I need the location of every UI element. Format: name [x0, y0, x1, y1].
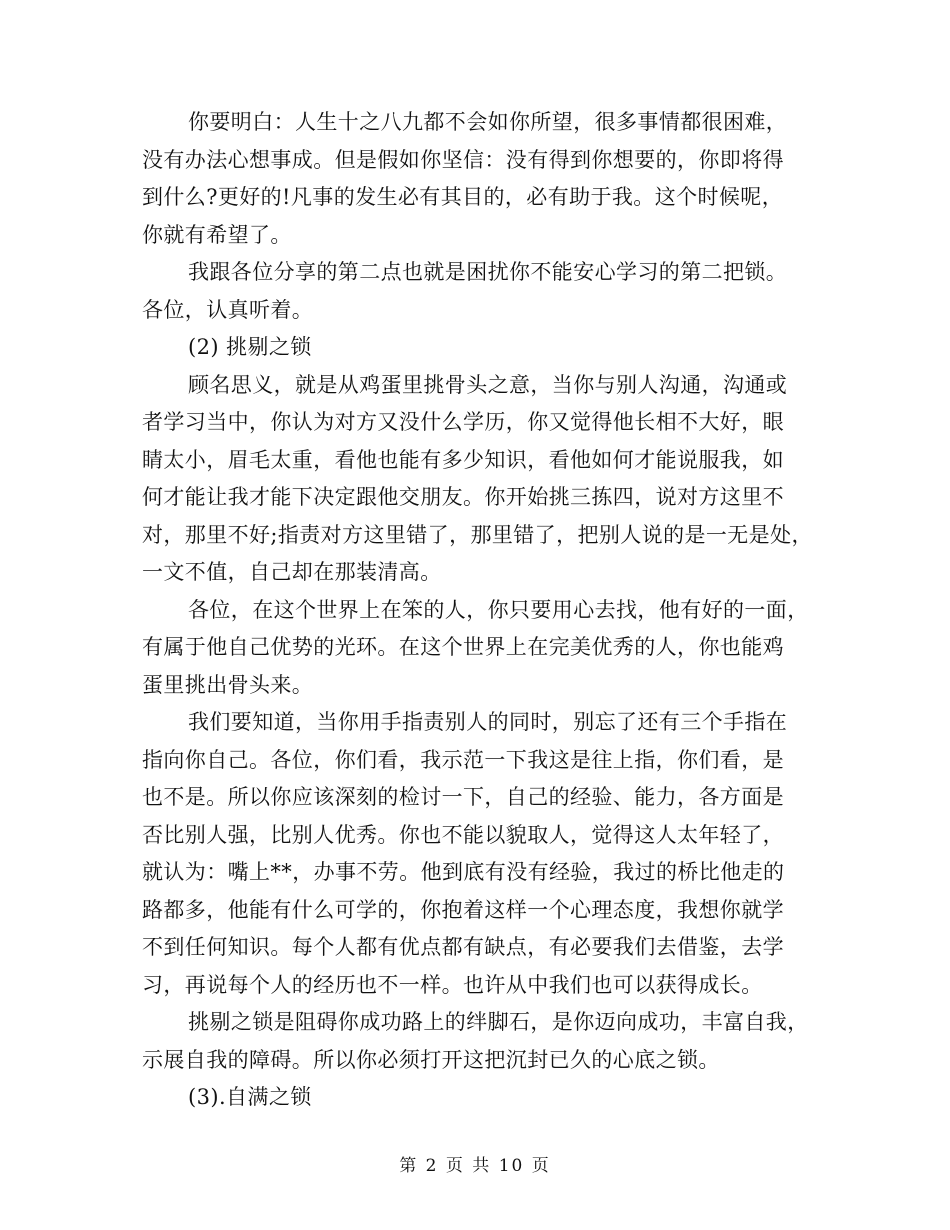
text-line: 挑剔之锁是阻碍你成功路上的绊脚石，是你迈向成功，丰富自我，: [188, 1010, 809, 1034]
text-line: 有属于他自己优势的光环。在这个世界上在完美优秀的人，你也能鸡: [142, 635, 784, 659]
text-line: 也不是。所以你应该深刻的检讨一下，自己的经验、能力，各方面是: [142, 785, 784, 809]
text-line: 你要明白：人生十之八九都不会如你所望，很多事情都很困难，: [188, 110, 788, 134]
text-line: 各位，在这个世界上在笨的人，你只要用心去找，他有好的一面，: [188, 597, 809, 622]
text-line: 示展自我的障碍。所以你必须打开这把沉封已久的心底之锁。: [142, 1047, 720, 1072]
text-line: 对，那里不好;指责对方这里错了，那里错了，把别人说的是一无是处，: [142, 522, 813, 547]
text-line: 我们要知道，当你用手指责别人的同时，别忘了还有三个手指在: [188, 710, 788, 734]
text-line: 否比别人强，比别人优秀。你也不能以貌取人，觉得这人太年轻了，: [142, 822, 784, 847]
text-line: 到什么?更好的!凡事的发生必有其目的，必有助于我。这个时候呢，: [142, 185, 784, 209]
text-line: 何才能让我才能下决定跟他交朋友。你开始挑三拣四，说对方这里不: [142, 485, 784, 509]
text-line: 习，再说每个人的经历也不一样。也许从中我们也可以获得成长。: [142, 972, 763, 997]
page-number-footer: 第 2 页 共 10 页: [399, 1156, 551, 1176]
text-line: 指向你自己。各位，你们看，我示范一下我这是往上指，你们看，是: [142, 747, 784, 772]
text-line: 你就有希望了。: [142, 222, 292, 247]
text-line: 一文不值，自己却在那装清高。: [142, 560, 442, 584]
text-line: 顾名思义，就是从鸡蛋里挑骨头之意，当你与别人沟通，沟通或: [188, 372, 788, 397]
section-heading: (2) 挑剔之锁: [188, 335, 312, 359]
text-line: 蛋里挑出骨头来。: [142, 672, 314, 697]
text-line: 路都多，他能有什么可学的，你抱着这样一个心理态度，我想你就学: [142, 897, 784, 922]
text-line: 就认为：嘴上**，办事不劳。他到底有没有经验，我过的桥比他走的: [142, 860, 785, 884]
text-line: 各位，认真听着。: [142, 297, 314, 322]
text-line: 睛太小，眉毛太重，看他也能有多少知识，看他如何才能说服我，如: [142, 447, 784, 472]
text-line: 不到任何知识。每个人都有优点都有缺点，有必要我们去借鉴，去学: [142, 935, 784, 959]
document-body: [142, 104, 812, 1117]
section-heading: (3).自满之锁: [188, 1085, 312, 1109]
text-line: 没有办法心想事成。但是假如你坚信：没有得到你想要的，你即将得: [142, 147, 784, 172]
text-line: 者学习当中，你认为对方又没什么学历，你又觉得他长相不大好，眼: [142, 410, 784, 434]
text-line: 我跟各位分享的第二点也就是困扰你不能安心学习的第二把锁。: [188, 260, 788, 284]
